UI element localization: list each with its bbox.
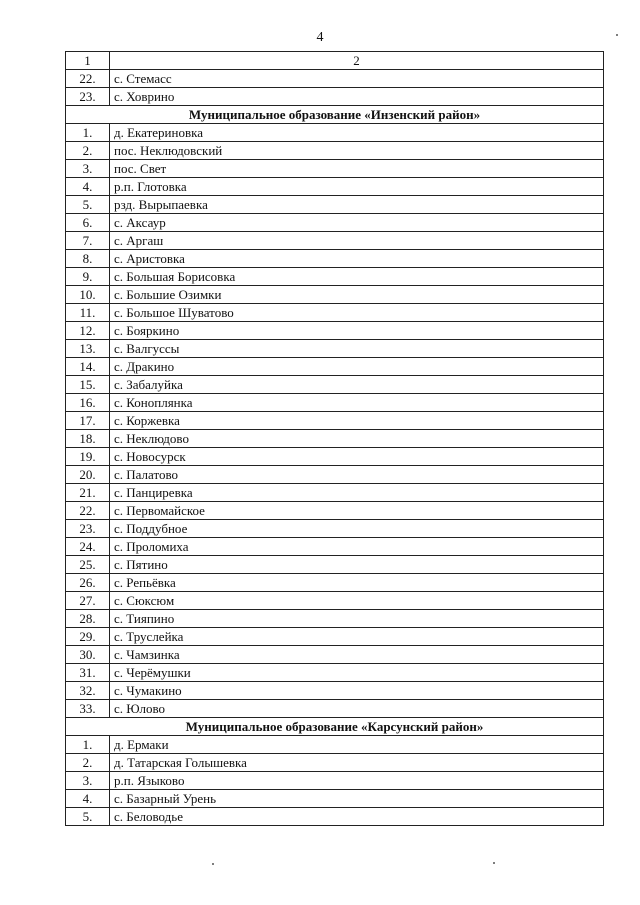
settlement-name: с. Большие Озимки bbox=[110, 286, 604, 304]
row-number: 5. bbox=[66, 808, 110, 826]
settlement-name: с. Черёмушки bbox=[110, 664, 604, 682]
settlement-name: с. Чамзинка bbox=[110, 646, 604, 664]
column-header-name: 2 bbox=[110, 52, 604, 70]
row-number: 2. bbox=[66, 754, 110, 772]
settlement-name: с. Первомайское bbox=[110, 502, 604, 520]
table-row bbox=[66, 214, 604, 232]
scan-speck bbox=[212, 863, 214, 865]
table-row bbox=[66, 808, 604, 826]
settlement-name: с. Репьёвка bbox=[110, 574, 604, 592]
column-header-number: 1 bbox=[66, 52, 110, 70]
settlement-name: с. Новосурск bbox=[110, 448, 604, 466]
settlement-name: с. Поддубное bbox=[110, 520, 604, 538]
settlement-name: с. Большое Шуватово bbox=[110, 304, 604, 322]
table-row bbox=[66, 736, 604, 754]
section-header-row bbox=[66, 106, 604, 124]
row-number: 9. bbox=[66, 268, 110, 286]
row-number: 30. bbox=[66, 646, 110, 664]
settlement-name: пос. Неклюдовский bbox=[110, 142, 604, 160]
settlement-name: д. Ермаки bbox=[110, 736, 604, 754]
settlement-name: с. Проломиха bbox=[110, 538, 604, 556]
row-number: 14. bbox=[66, 358, 110, 376]
settlement-name: с. Палатово bbox=[110, 466, 604, 484]
settlement-name: с. Тияпино bbox=[110, 610, 604, 628]
section-title: Муниципальное образование «Инзенский район» bbox=[66, 106, 604, 124]
row-number: 4. bbox=[66, 790, 110, 808]
table-row bbox=[66, 682, 604, 700]
page-number: 4 bbox=[316, 30, 324, 45]
row-number: 4. bbox=[66, 178, 110, 196]
table-row bbox=[66, 268, 604, 286]
row-number: 28. bbox=[66, 610, 110, 628]
scan-speck bbox=[493, 862, 495, 864]
row-number: 5. bbox=[66, 196, 110, 214]
settlement-name: с. Бояркино bbox=[110, 322, 604, 340]
settlement-name: с. Беловодье bbox=[110, 808, 604, 826]
table-row bbox=[66, 124, 604, 142]
table-row bbox=[66, 556, 604, 574]
table-row bbox=[66, 430, 604, 448]
row-number: 25. bbox=[66, 556, 110, 574]
table-row bbox=[66, 196, 604, 214]
settlement-name: д. Татарская Голышевка bbox=[110, 754, 604, 772]
settlements-table bbox=[65, 51, 604, 826]
row-number: 32. bbox=[66, 682, 110, 700]
table-row bbox=[66, 394, 604, 412]
row-number: 2. bbox=[66, 142, 110, 160]
table-row bbox=[66, 466, 604, 484]
settlement-name: с. Аксаур bbox=[110, 214, 604, 232]
row-number: 23. bbox=[66, 88, 110, 106]
row-number: 6. bbox=[66, 214, 110, 232]
settlement-name: с. Забалуйка bbox=[110, 376, 604, 394]
table-row bbox=[66, 88, 604, 106]
table-header-row bbox=[66, 52, 604, 70]
row-number: 26. bbox=[66, 574, 110, 592]
row-number: 17. bbox=[66, 412, 110, 430]
settlement-name: с. Панциревка bbox=[110, 484, 604, 502]
scan-speck bbox=[616, 34, 618, 36]
settlement-name: рзд. Вырыпаевка bbox=[110, 196, 604, 214]
table-row bbox=[66, 178, 604, 196]
table-row bbox=[66, 142, 604, 160]
row-number: 8. bbox=[66, 250, 110, 268]
settlements-table-body bbox=[66, 52, 604, 826]
table-row bbox=[66, 304, 604, 322]
settlement-name: с. Коржевка bbox=[110, 412, 604, 430]
row-number: 22. bbox=[66, 70, 110, 88]
row-number: 21. bbox=[66, 484, 110, 502]
settlement-name: с. Большая Борисовка bbox=[110, 268, 604, 286]
row-number: 22. bbox=[66, 502, 110, 520]
settlement-name: пос. Свет bbox=[110, 160, 604, 178]
table-row bbox=[66, 502, 604, 520]
row-number: 23. bbox=[66, 520, 110, 538]
table-row bbox=[66, 790, 604, 808]
row-number: 20. bbox=[66, 466, 110, 484]
row-number: 33. bbox=[66, 700, 110, 718]
table-row bbox=[66, 160, 604, 178]
row-number: 31. bbox=[66, 664, 110, 682]
settlement-name: р.п. Глотовка bbox=[110, 178, 604, 196]
row-number: 12. bbox=[66, 322, 110, 340]
row-number: 15. bbox=[66, 376, 110, 394]
settlement-name: с. Базарный Урень bbox=[110, 790, 604, 808]
settlement-name: д. Екатериновка bbox=[110, 124, 604, 142]
table-row bbox=[66, 412, 604, 430]
table-row bbox=[66, 754, 604, 772]
table-row bbox=[66, 448, 604, 466]
table-row bbox=[66, 664, 604, 682]
table-row bbox=[66, 484, 604, 502]
row-number: 7. bbox=[66, 232, 110, 250]
settlement-name: с. Аристовка bbox=[110, 250, 604, 268]
section-header-row bbox=[66, 718, 604, 736]
table-row bbox=[66, 250, 604, 268]
table-row bbox=[66, 520, 604, 538]
table-row bbox=[66, 358, 604, 376]
row-number: 11. bbox=[66, 304, 110, 322]
settlement-name: р.п. Языково bbox=[110, 772, 604, 790]
table-row bbox=[66, 70, 604, 88]
table-row bbox=[66, 772, 604, 790]
settlement-name: с. Ховрино bbox=[110, 88, 604, 106]
table-row bbox=[66, 232, 604, 250]
settlement-name: с. Аргаш bbox=[110, 232, 604, 250]
settlement-name: с. Чумакино bbox=[110, 682, 604, 700]
settlement-name: с. Сюксюм bbox=[110, 592, 604, 610]
table-row bbox=[66, 628, 604, 646]
settlement-name: с. Стемасс bbox=[110, 70, 604, 88]
settlement-name: с. Дракино bbox=[110, 358, 604, 376]
table-row bbox=[66, 646, 604, 664]
row-number: 18. bbox=[66, 430, 110, 448]
row-number: 3. bbox=[66, 160, 110, 178]
table-row bbox=[66, 376, 604, 394]
settlement-name: с. Коноплянка bbox=[110, 394, 604, 412]
row-number: 24. bbox=[66, 538, 110, 556]
row-number: 16. bbox=[66, 394, 110, 412]
row-number: 13. bbox=[66, 340, 110, 358]
table-row bbox=[66, 322, 604, 340]
table-row bbox=[66, 610, 604, 628]
table-row bbox=[66, 286, 604, 304]
table-row bbox=[66, 340, 604, 358]
row-number: 1. bbox=[66, 736, 110, 754]
settlement-name: с. Пятино bbox=[110, 556, 604, 574]
settlement-name: с. Труслейка bbox=[110, 628, 604, 646]
table-row bbox=[66, 574, 604, 592]
row-number: 19. bbox=[66, 448, 110, 466]
settlement-name: с. Юлово bbox=[110, 700, 604, 718]
settlement-name: с. Валгуссы bbox=[110, 340, 604, 358]
table-row bbox=[66, 538, 604, 556]
row-number: 10. bbox=[66, 286, 110, 304]
settlement-name: с. Неклюдово bbox=[110, 430, 604, 448]
table-row bbox=[66, 592, 604, 610]
row-number: 1. bbox=[66, 124, 110, 142]
row-number: 29. bbox=[66, 628, 110, 646]
row-number: 27. bbox=[66, 592, 110, 610]
row-number: 3. bbox=[66, 772, 110, 790]
section-title: Муниципальное образование «Карсунский район» bbox=[66, 718, 604, 736]
table-row bbox=[66, 700, 604, 718]
